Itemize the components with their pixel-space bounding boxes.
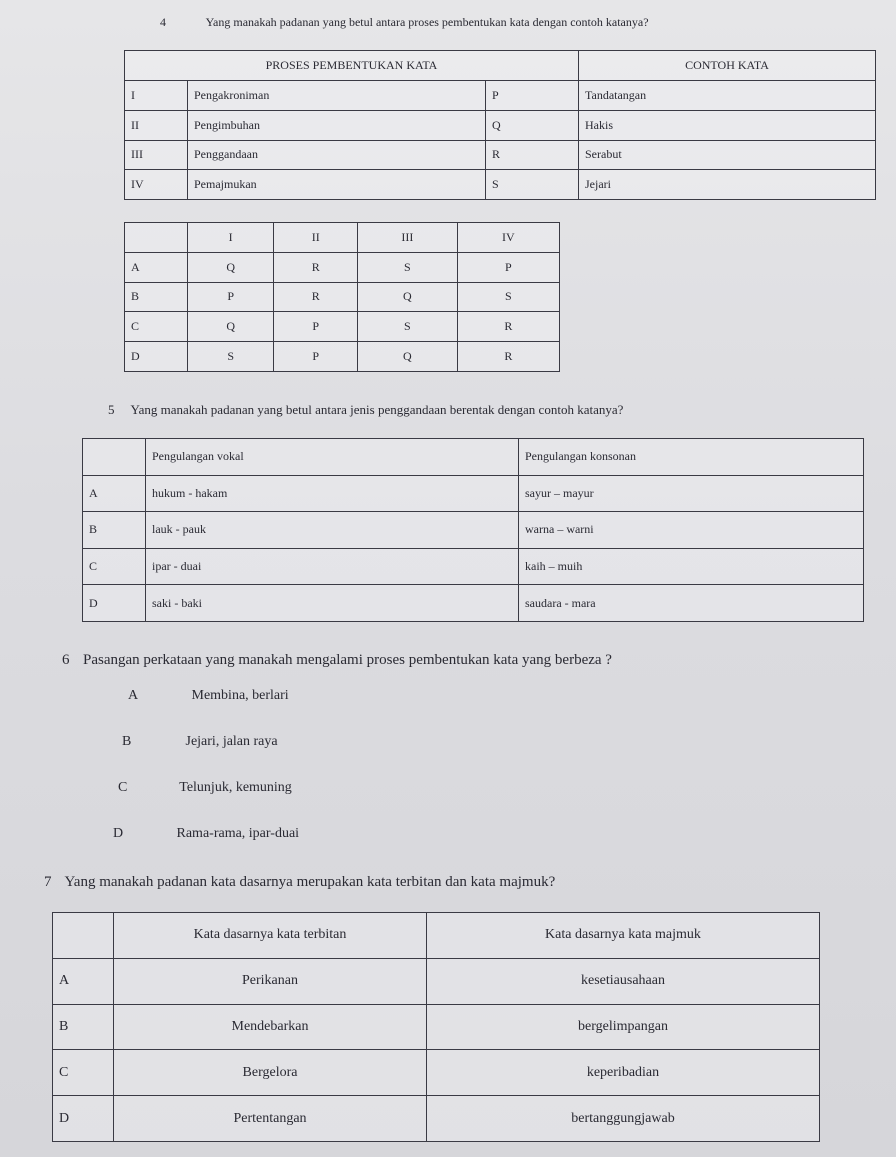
table-row <box>125 342 560 372</box>
option-letter: C <box>83 548 146 585</box>
option-text: Membina, berlari <box>191 688 289 703</box>
question-number: 5 <box>108 402 115 417</box>
header-process: PROSES PEMBENTUKAN KATA <box>125 51 579 81</box>
vowel-cell: hukum - hakam <box>146 475 519 512</box>
roman-cell: IV <box>125 170 188 200</box>
question-number: 4 <box>160 15 166 29</box>
table-row <box>53 958 820 1004</box>
process-cell: Penggandaan <box>188 140 486 170</box>
table-row <box>83 475 864 512</box>
consonant-cell: kaih – muih <box>519 548 864 585</box>
grid-cell: Q <box>358 282 458 312</box>
question-4 <box>160 15 649 30</box>
grid-cell: P <box>274 312 358 342</box>
compound-cell: bergelimpangan <box>427 1004 820 1050</box>
table-row <box>125 81 876 111</box>
option-text: Telunjuk, kemuning <box>179 780 292 795</box>
option-text: Jejari, jalan raya <box>185 734 278 749</box>
consonant-cell: saudara - mara <box>519 585 864 622</box>
option-letter: B <box>125 282 188 312</box>
derived-cell: Pertentangan <box>114 1096 427 1142</box>
option-letter: A <box>53 958 114 1004</box>
root-word-table <box>52 912 820 1142</box>
table-row <box>83 585 864 622</box>
grid-cell: R <box>274 252 358 282</box>
vowel-cell: lauk - pauk <box>146 512 519 549</box>
grid-cell: Q <box>188 252 274 282</box>
grid-cell: Q <box>358 342 458 372</box>
reduplication-table <box>82 438 864 622</box>
option-letter: D <box>125 342 188 372</box>
grid-cell: Q <box>188 312 274 342</box>
option-letter: D <box>53 1096 114 1142</box>
code-cell: S <box>486 170 579 200</box>
question-7 <box>44 874 555 891</box>
grid-cell: S <box>358 312 458 342</box>
example-cell: Tandatangan <box>579 81 876 111</box>
table-row <box>125 282 560 312</box>
question-number: 7 <box>44 874 52 890</box>
header-cell: III <box>358 223 458 253</box>
roman-cell: I <box>125 81 188 111</box>
header-cell: Kata dasarnya kata majmuk <box>427 913 820 959</box>
consonant-cell: warna – warni <box>519 512 864 549</box>
option-letter: C <box>53 1050 114 1096</box>
example-cell: Hakis <box>579 110 876 140</box>
code-cell: P <box>486 81 579 111</box>
option-a <box>128 688 289 704</box>
process-example-table <box>124 50 876 200</box>
header-cell: Pengulangan vokal <box>146 439 519 476</box>
header-cell: Kata dasarnya kata terbitan <box>114 913 427 959</box>
table-row <box>125 252 560 282</box>
header-cell: Pengulangan konsonan <box>519 439 864 476</box>
table-row <box>53 1050 820 1096</box>
derived-cell: Perikanan <box>114 958 427 1004</box>
header-cell <box>83 439 146 476</box>
header-cell: II <box>274 223 358 253</box>
header-cell: IV <box>457 223 559 253</box>
grid-cell: S <box>457 282 559 312</box>
option-letter: B <box>122 734 132 749</box>
option-letter: A <box>125 252 188 282</box>
option-letter: B <box>83 512 146 549</box>
header-cell: I <box>188 223 274 253</box>
grid-cell: R <box>457 342 559 372</box>
option-b <box>122 734 278 750</box>
question-5 <box>108 402 623 418</box>
compound-cell: bertanggungjawab <box>427 1096 820 1142</box>
consonant-cell: sayur – mayur <box>519 475 864 512</box>
grid-cell: P <box>274 342 358 372</box>
derived-cell: Mendebarkan <box>114 1004 427 1050</box>
vowel-cell: ipar - duai <box>146 548 519 585</box>
table-row <box>53 1004 820 1050</box>
question-text: Yang manakah padanan yang betul antara jenis penggandaan berentak dengan contoh katanya? <box>130 402 624 417</box>
option-letter: C <box>125 312 188 342</box>
option-letter: C <box>118 780 128 795</box>
grid-cell: R <box>457 312 559 342</box>
process-cell: Pengimbuhan <box>188 110 486 140</box>
question-text: Yang manakah padanan yang betul antara proses pembentukan kata dengan contoh katanya? <box>205 15 649 29</box>
question-number: 6 <box>62 652 70 668</box>
table-row <box>125 140 876 170</box>
grid-cell: R <box>274 282 358 312</box>
table-row <box>53 1096 820 1142</box>
derived-cell: Bergelora <box>114 1050 427 1096</box>
example-cell: Serabut <box>579 140 876 170</box>
table-row <box>83 512 864 549</box>
option-d <box>113 826 299 842</box>
example-cell: Jejari <box>579 170 876 200</box>
grid-cell: S <box>358 252 458 282</box>
table-row <box>125 170 876 200</box>
header-cell <box>53 913 114 959</box>
vowel-cell: saki - baki <box>146 585 519 622</box>
process-cell: Pemajmukan <box>188 170 486 200</box>
option-letter: A <box>83 475 146 512</box>
table-row <box>125 312 560 342</box>
option-text: Rama-rama, ipar-duai <box>176 826 300 841</box>
code-cell: Q <box>486 110 579 140</box>
compound-cell: keperibadian <box>427 1050 820 1096</box>
table-row <box>125 110 876 140</box>
option-letter: B <box>53 1004 114 1050</box>
question-6 <box>62 652 612 669</box>
compound-cell: kesetiausahaan <box>427 958 820 1004</box>
question-text: Pasangan perkataan yang manakah mengalami proses pembentukan kata yang berbeza ? <box>83 652 612 668</box>
roman-cell: II <box>125 110 188 140</box>
option-letter: D <box>83 585 146 622</box>
option-letter: A <box>128 688 139 703</box>
code-cell: R <box>486 140 579 170</box>
roman-cell: III <box>125 140 188 170</box>
grid-cell: P <box>188 282 274 312</box>
option-letter: D <box>113 826 124 841</box>
header-example: CONTOH KATA <box>579 51 876 81</box>
grid-cell: S <box>188 342 274 372</box>
option-c <box>118 780 292 796</box>
question-text: Yang manakah padanan kata dasarnya merupakan kata terbitan dan kata majmuk? <box>64 874 556 890</box>
answer-grid-table <box>124 222 560 372</box>
process-cell: Pengakroniman <box>188 81 486 111</box>
grid-cell: P <box>457 252 559 282</box>
table-row <box>83 548 864 585</box>
header-cell <box>125 223 188 253</box>
